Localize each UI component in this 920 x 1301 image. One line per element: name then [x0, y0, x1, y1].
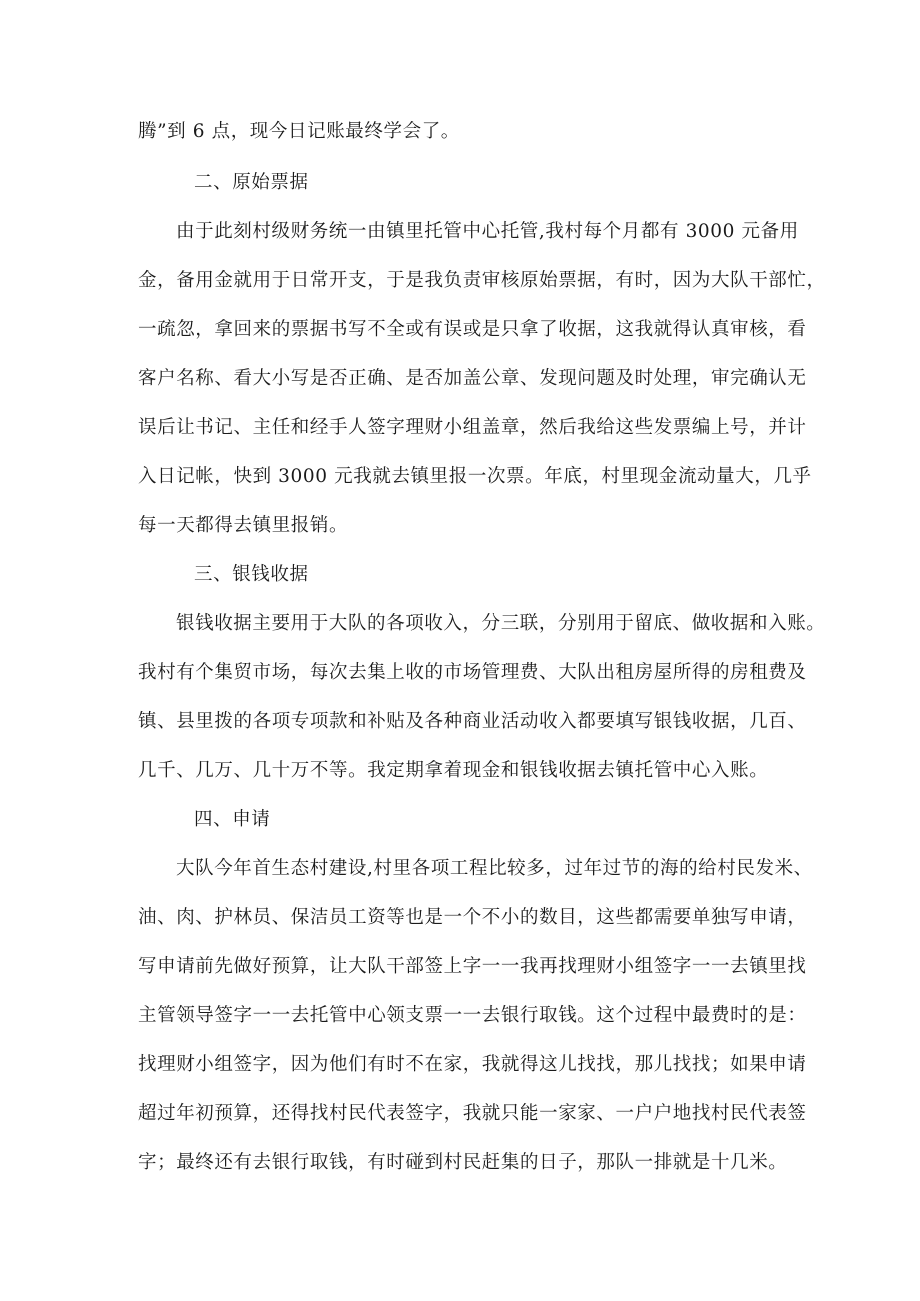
section-heading-money-receipts: 三、银钱收据 — [194, 564, 309, 585]
paragraph-line: 写申请前先做好预算，让大队干部签上字一一我再找理财小组签字一一去镇里找 — [138, 956, 807, 977]
paragraph-line: 镇、县里拨的各项专项款和补贴及各种商业活动收入都要填写银钱收据，几百、 — [138, 711, 807, 732]
paragraph-line: 一疏忽，拿回来的票据书写不全或有误或是只拿了收据，这我就得认真审核，看 — [138, 319, 807, 340]
section-heading-application: 四、申请 — [194, 809, 271, 830]
paragraph-line: 几千、几万、几十万不等。我定期拿着现金和银钱收据去镇托管中心入账。 — [138, 760, 769, 781]
paragraph-line: 主管领导签字一一去托管中心领支票一一去银行取钱。这个过程中最费时的是： — [138, 1005, 807, 1026]
paragraph-line: 客户名称、看大小写是否正确、是否加盖公章、发现问题及时处理，审完确认无 — [138, 368, 807, 389]
paragraph-line: 每一天都得去镇里报销。 — [138, 515, 349, 536]
paragraph-line: 油、肉、护林员、保洁员工资等也是一个不小的数目，这些都需要单独写申请， — [138, 907, 807, 928]
paragraph-line: 超过年初预算，还得找村民代表签字，我就只能一家家、一户户地找村民代表签 — [138, 1103, 807, 1124]
paragraph-line: 入日记帐，快到 3000 元我就去镇里报一次票。年底，村里现金流动量大，几乎 — [138, 466, 812, 487]
paragraph-line: 字；最终还有去银行取钱，有时碰到村民赶集的日子，那队一排就是十几米。 — [138, 1152, 788, 1173]
paragraph-line: 误后让书记、主任和经手人签字理财小组盖章，然后我给这些发票编上号，并计 — [138, 417, 807, 438]
paragraph-line: 大队今年首生态村建设,村里各项工程比较多，过年过节的海的给村民发米、 — [176, 858, 813, 879]
section-heading-original-receipts: 二、原始票据 — [194, 172, 309, 193]
paragraph-line: 找理财小组签字，因为他们有时不在家，我就得这儿找找，那儿找找；如果申请 — [138, 1054, 807, 1075]
paragraph-line: 银钱收据主要用于大队的各项收入，分三联，分别用于留底、做收据和入账。 — [176, 613, 826, 634]
paragraph-line: 由于此刻村级财务统一由镇里托管中心托管,我村每个月都有 3000 元备用 — [176, 221, 799, 242]
paragraph-line: 金，备用金就用于日常开支，于是我负责审核原始票据，有时，因为大队干部忙， — [138, 270, 826, 291]
intro-last-line: 腾”到 6 点，现今日记账最终学会了。 — [138, 121, 460, 142]
paragraph-line: 我村有个集贸市场，每次去集上收的市场管理费、大队出租房屋所得的房租费及 — [138, 662, 807, 683]
